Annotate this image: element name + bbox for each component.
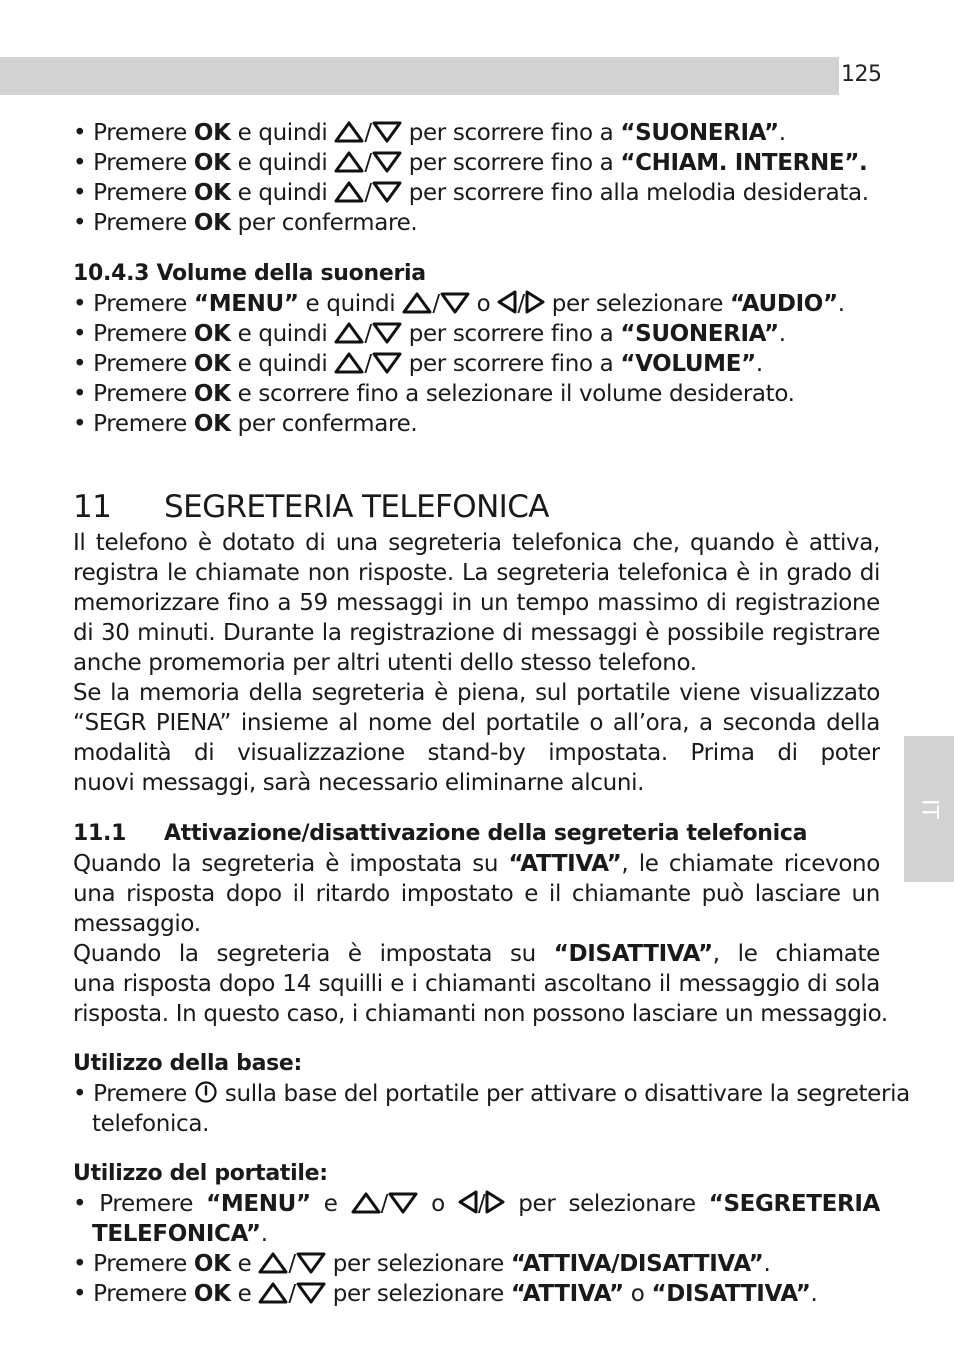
down-arrow-icon xyxy=(296,1282,326,1312)
paragraph-line: modalità di visualizzazione stand-by impostata. Prima di poter xyxy=(73,740,880,766)
up-arrow-icon xyxy=(402,292,432,322)
paragraph-line: memorizzare fino a 59 messaggi in un tempo massimo di registrazione xyxy=(73,590,880,616)
section-number: 11.1 xyxy=(73,821,127,846)
bullet-line: • Premere OK per confermare. xyxy=(73,210,418,236)
page-number: 125 xyxy=(841,62,882,87)
up-arrow-icon xyxy=(334,181,364,211)
bullet-line: • Premere OK e quindi / per scorrere fino a “SUONERIA”. xyxy=(73,118,880,148)
paragraph-line: di 30 minuti. Durante la registrazione di messaggi è possibile registrare xyxy=(73,620,880,646)
bullet-line: • Premere OK per confermare. xyxy=(73,411,418,437)
bullet-line: • Premere OK e scorrere fino a selezionare il volume desiderato. xyxy=(73,381,795,407)
right-arrow-icon xyxy=(485,1190,505,1219)
down-arrow-icon xyxy=(372,322,402,352)
up-arrow-icon xyxy=(334,121,364,151)
paragraph-line: risposta. In questo caso, i chiamanti non possono lasciare un messaggio. xyxy=(73,1001,888,1027)
paragraph-line: anche promemoria per altri utenti dello stesso telefono. xyxy=(73,650,697,676)
language-tab-label: IT xyxy=(916,799,942,819)
chapter-heading xyxy=(73,487,880,527)
down-arrow-icon xyxy=(388,1192,418,1219)
up-arrow-icon xyxy=(334,322,364,352)
bullet-line: • Premere “MENU” e / o / per selezionare “SEGRETERIA xyxy=(73,1189,880,1219)
section-heading-11-1 xyxy=(73,819,880,849)
bullet-line: • Premere OK e quindi / per scorrere fino a “VOLUME”. xyxy=(73,349,880,379)
up-arrow-icon xyxy=(351,1192,381,1219)
down-arrow-icon xyxy=(372,181,402,211)
paragraph-line: una risposta dopo il ritardo impostato e il chiamante può lasciare un xyxy=(73,881,880,907)
power-button-icon xyxy=(194,1080,218,1112)
bullet-line: • Premere OK e / per selezionare “ATTIVA/DISATTIVA”. xyxy=(73,1249,880,1279)
subheading-handset: Utilizzo del portatile: xyxy=(73,1161,328,1186)
page-content xyxy=(73,118,910,1309)
up-arrow-icon xyxy=(334,151,364,181)
section-title: Attivazione/disattivazione della segreteria telefonica xyxy=(164,821,808,846)
left-arrow-icon xyxy=(458,1190,478,1219)
up-arrow-icon xyxy=(258,1252,288,1282)
paragraph-line: registra le chiamate non risposte. La segreteria telefonica è in grado di xyxy=(73,560,880,586)
paragraph-line: Se la memoria della segreteria è piena, sul portatile viene visualizzato xyxy=(73,680,880,706)
bullet-line-continuation: telefonica. xyxy=(92,1111,210,1137)
paragraph-line: “SEGR PIENA” insieme al nome del portatile o all’ora, a seconda della xyxy=(73,710,880,736)
paragraph-line: nuovi messaggi, sarà necessario eliminarne alcuni. xyxy=(73,770,645,796)
subheading-base: Utilizzo della base: xyxy=(73,1051,303,1076)
bullet-line: • Premere OK e quindi / per scorrere fino a “SUONERIA”. xyxy=(73,319,880,349)
left-arrow-icon xyxy=(497,290,517,322)
paragraph-line: messaggio. xyxy=(73,911,201,937)
bullet-line: • Premere sulla base del portatile per attivare o disattivare la segreteria xyxy=(73,1079,880,1109)
bullet-line: • Premere OK e / per selezionare “ATTIVA” o “DISATTIVA”. xyxy=(73,1279,880,1309)
header-bar xyxy=(0,57,839,95)
down-arrow-icon xyxy=(296,1252,326,1282)
down-arrow-icon xyxy=(372,352,402,382)
section-heading-10-4-3: 10.4.3 Volume della suoneria xyxy=(73,261,426,286)
paragraph-line: Quando la segreteria è impostata su “DISATTIVA”, le chiamate xyxy=(73,941,880,967)
down-arrow-icon xyxy=(372,151,402,181)
up-arrow-icon xyxy=(334,352,364,382)
paragraph-line: una risposta dopo 14 squilli e i chiamanti ascoltano il messaggio di sola xyxy=(73,971,880,997)
bullet-line: • Premere OK e quindi / per scorrere fino alla melodia desiderata. xyxy=(73,178,880,208)
bullet-line: • Premere OK e quindi / per scorrere fino a “CHIAM. INTERNE”. xyxy=(73,148,880,178)
paragraph-line: Il telefono è dotato di una segreteria telefonica che, quando è attiva, xyxy=(73,530,880,556)
down-arrow-icon xyxy=(372,121,402,151)
language-tab xyxy=(904,736,954,882)
bullet-line: • Premere “MENU” e quindi / o / per selezionare “AUDIO”. xyxy=(73,289,880,319)
right-arrow-icon xyxy=(525,290,545,322)
chapter-number: 11 xyxy=(73,489,112,525)
bullet-line-continuation: TELEFONICA”. xyxy=(92,1221,268,1247)
chapter-title: SEGRETERIA TELEFONICA xyxy=(164,489,549,525)
paragraph-line: Quando la segreteria è impostata su “ATTIVA”, le chiamate ricevono xyxy=(73,851,880,877)
up-arrow-icon xyxy=(258,1282,288,1312)
down-arrow-icon xyxy=(440,292,470,322)
